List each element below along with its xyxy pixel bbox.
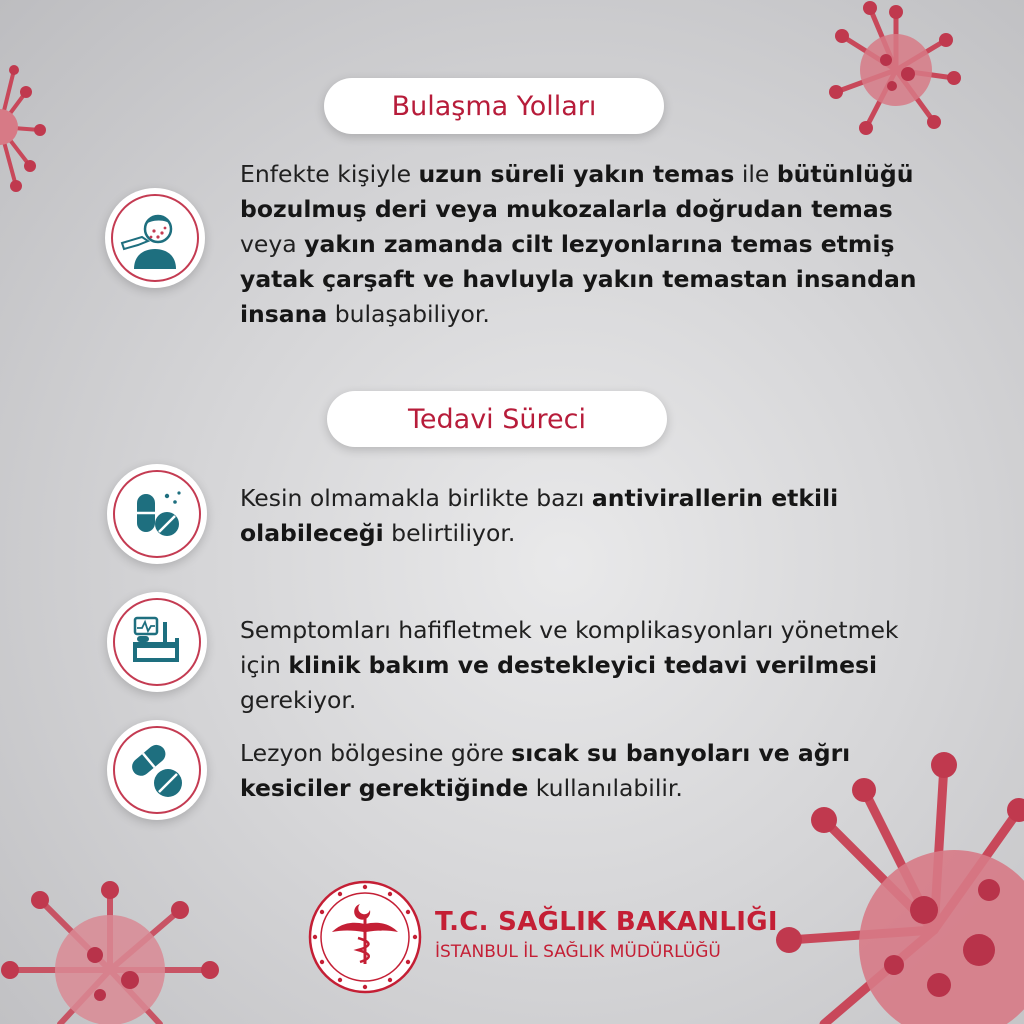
section-title-treatment: Tedavi Süreci: [327, 391, 667, 447]
treatment-item-clinical-care: Semptomları hafifletmek ve komplikasyonları yönetmek için klinik bakım ve destekleyici tedavi verilmesi gerekiyor.: [240, 616, 899, 714]
section-title-transmission: Bulaşma Yolları: [324, 78, 664, 134]
icon-badge-clinical-care: [107, 592, 207, 692]
treatment-item-antivirals: Kesin olmamakla birlikte bazı antivirallerin etkili olabileceği belirtiliyor.: [240, 484, 839, 547]
virus-decoration-top-right: [826, 0, 966, 140]
capsule-tablet-icon: [126, 739, 188, 801]
ministry-name: T.C. SAĞLIK BAKANLIĞI: [435, 907, 778, 937]
transmission-paragraph: Enfekte kişiyle uzun süreli yakın temas ile bütünlüğü bozulmuş deri veya mukozalarla doğrudan temas veya yakın zamanda cilt lezyonlarına temas etmiş yatak çarşaft ve havluyla yakın temastan insandan insana bulaşabiliyor.: [240, 160, 917, 328]
treatment-item-pain-relief: Lezyon bölgesine göre sıcak su banyoları ve ağrı kesiciler gerektiğinde kullanılabilir.: [240, 739, 851, 802]
icon-badge-transmission: [105, 188, 205, 288]
icon-badge-antivirals: [107, 464, 207, 564]
virus-decoration-bottom-left: [0, 870, 230, 1024]
person-rash-icon: [120, 203, 190, 273]
directorate-name: İSTANBUL İL SAĞLIK MÜDÜRLÜĞÜ: [435, 942, 721, 962]
hospital-bed-icon: [127, 612, 187, 672]
pills-icon: [127, 484, 187, 544]
virus-decoration-top-left: [0, 62, 50, 197]
ministry-seal-logo: [308, 880, 422, 994]
icon-badge-pain-relief: [107, 720, 207, 820]
